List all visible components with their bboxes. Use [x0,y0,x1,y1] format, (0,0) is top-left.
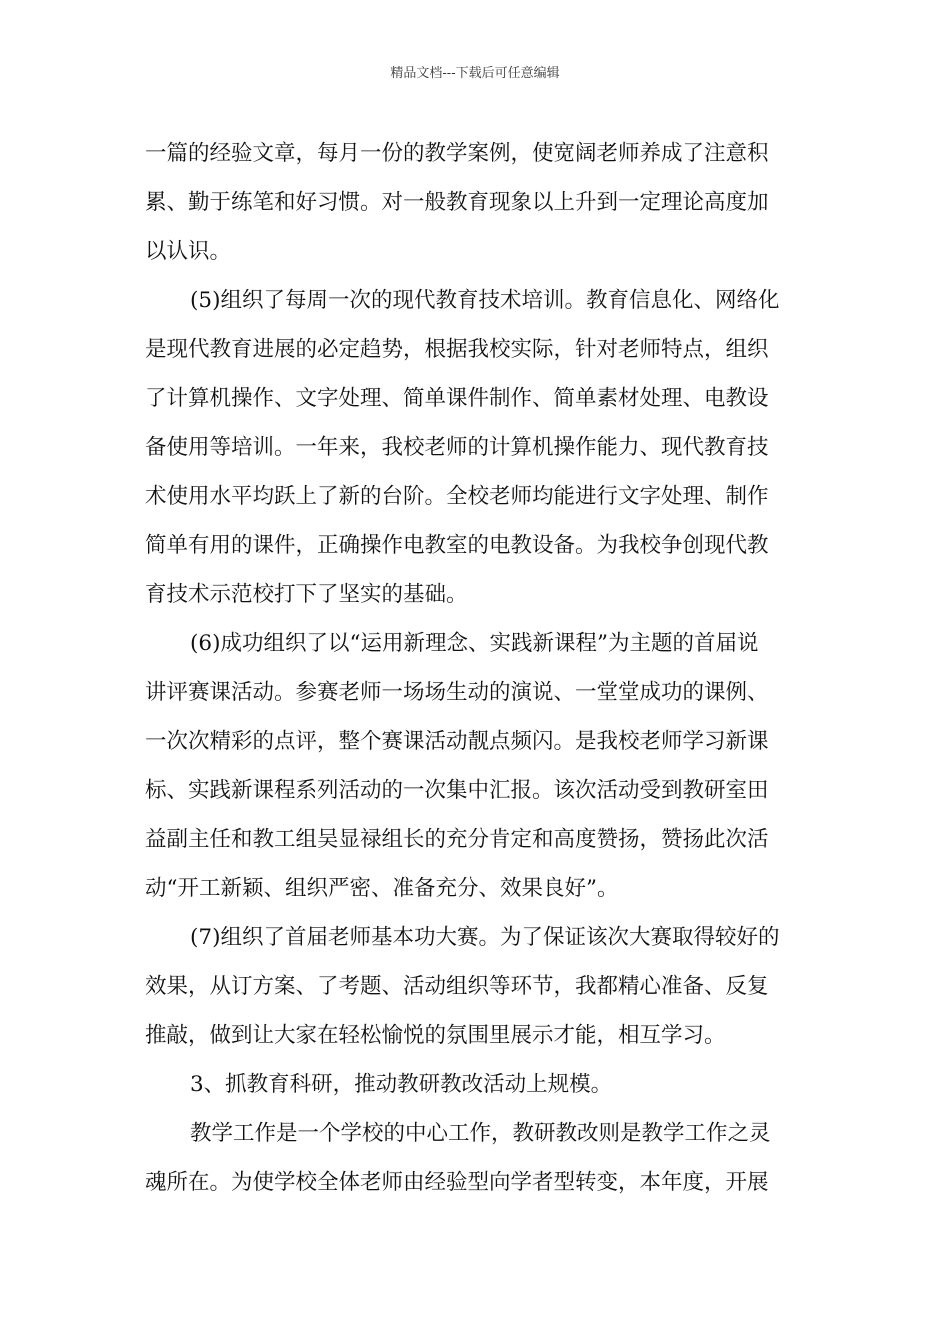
text-line: 简单有用的课件，正确操作电教室的电教设备。为我校争创现代教 [145,533,769,558]
text-line: 育技术示范校打下了坚实的基础。 [145,582,468,607]
text-line: 备使用等培训。一年来，我校老师的计算机操作能力、现代教育技 [145,435,769,460]
text-line: 以认识。 [145,239,232,264]
text-line: 累、勤于练笔和好习惯。对一般教育现象以上升到一定理论高度加 [145,190,769,215]
text-line: 了计算机操作、文字处理、简单课件制作、简单素材处理、电教设 [145,386,769,411]
page-header: 精品文档---下载后可任意编辑 [390,66,560,81]
text-line: 讲评赛课活动。参赛老师一场场生动的演说、一堂堂成功的课例、 [145,680,769,705]
text-line: 推敲，做到让大家在轻松愉悦的氛围里展示才能，相互学习。 [145,1023,726,1048]
paragraph-start-line: (6)成功组织了以“运用新理念、实践新课程”为主题的首届说 [190,631,759,656]
text-line: 标、实践新课程系列活动的一次集中汇报。该次活动受到教研室田 [145,778,769,803]
text-line: 一篇的经验文章，每月一份的教学案例，使宽阔老师养成了注意积 [145,141,769,166]
paragraph-start-line: (7)组织了首届老师基本功大赛。为了保证该次大赛取得较好的 [190,925,780,950]
text-line: 效果，从订方案、了考题、活动组织等环节，我都精心准备、反复 [145,974,769,999]
paragraph-start-line: 教学工作是一个学校的中心工作，教研教改则是教学工作之灵 [190,1121,771,1146]
text-line: 术使用水平均跃上了新的台阶。全校老师均能进行文字处理、制作 [145,484,769,509]
text-line: 魂所在。为使学校全体老师由经验型向学者型转变，本年度，开展 [145,1170,769,1195]
text-line: 动“开工新颖、组织严密、准备充分、效果良好”。 [145,876,619,901]
paragraph-start-line: (5)组织了每周一次的现代教育技术培训。教育信息化、网络化 [190,288,780,313]
text-line: 益副主任和教工组吴显禄组长的充分肯定和高度赞扬，赞扬此次活 [145,827,769,852]
text-line: 一次次精彩的点评，整个赛课活动靓点频闪。是我校老师学习新课 [145,729,769,754]
section-heading-line: 3、抓教育科研，推动教研教改活动上规模。 [190,1072,613,1097]
text-line: 是现代教育进展的必定趋势，根据我校实际，针对老师特点，组织 [145,337,769,362]
